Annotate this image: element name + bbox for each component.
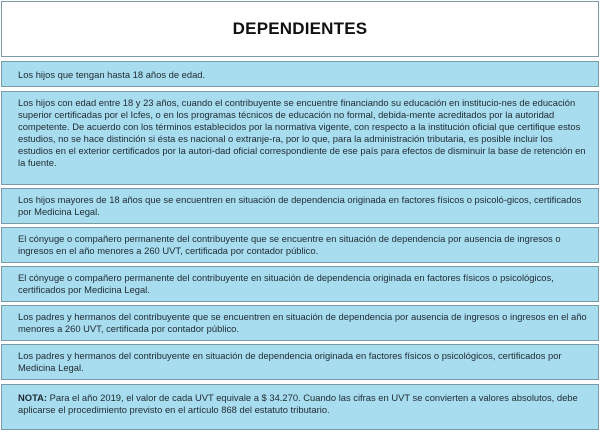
table-row-conyuge-dependencia: El cónyuge o compañero permanente del contribuyente en situación de dependencia originada en factores físicos o psicológicos, certificados por Medicina Legal.	[1, 266, 599, 302]
table-title: DEPENDIENTES	[232, 19, 368, 38]
table-row-hijos-18: Los hijos que tengan hasta 18 años de edad.	[1, 61, 599, 87]
table-row-hijos-18-23: Los hijos con edad entre 18 y 23 años, cuando el contribuyente se encuentre financiando su educación en institucio-nes de educación superior certificadas por el Icfes, o en los programas técnicos de educación no formal, debida-mente acreditados por la autoridad competente. De acuerdo con los términos establecidos por la normativa vigente, con respecto a la institución oficial que certifique estos estudios, no se hace distinción si ésta es nacional o extranje-ra, por lo que, para la administración tributaria, es posible incluir los estudios en el exterior certificados por la autori-dad oficial correspondiente de ese país para efectos de disminuir la base de retención en la fuente.	[1, 91, 599, 185]
table-row-padres-ingresos: Los padres y hermanos del contribuyente que se encuentren en situación de dependencia por ausencia de ingresos o ingresos en el año menores a 260 UVT, certificada por contador público.	[1, 305, 599, 341]
table-row-conyuge-ingresos: El cónyuge o compañero permanente del contribuyente que se encuentre en situación de dependencia por ausencia de ingresos o ingresos en el año menores a 260 UVT, certificada por contador público.	[1, 227, 599, 263]
note-row	[1, 384, 599, 430]
table-row-hijos-mayores: Los hijos mayores de 18 años que se encuentren en situación de dependencia originada en factores físicos o psicoló-gicos, certificados por Medicina Legal.	[1, 188, 599, 224]
note-text: Para el año 2019, el valor de cada UVT equivale a $ 34.270. Cuando las cifras en UVT se convierten a valores absolutos, debe aplicarse el procedimiento previsto en el artículo 868 del estatuto tributario.	[18, 392, 578, 415]
table-row-padres-dependencia: Los padres y hermanos del contribuyente en situación de dependencia originada en factores físicos o psicológicos, certificados por Medicina Legal.	[1, 344, 599, 380]
note-label: NOTA:	[18, 392, 47, 403]
dependientes-table	[1, 1, 599, 431]
table-header	[1, 1, 599, 57]
